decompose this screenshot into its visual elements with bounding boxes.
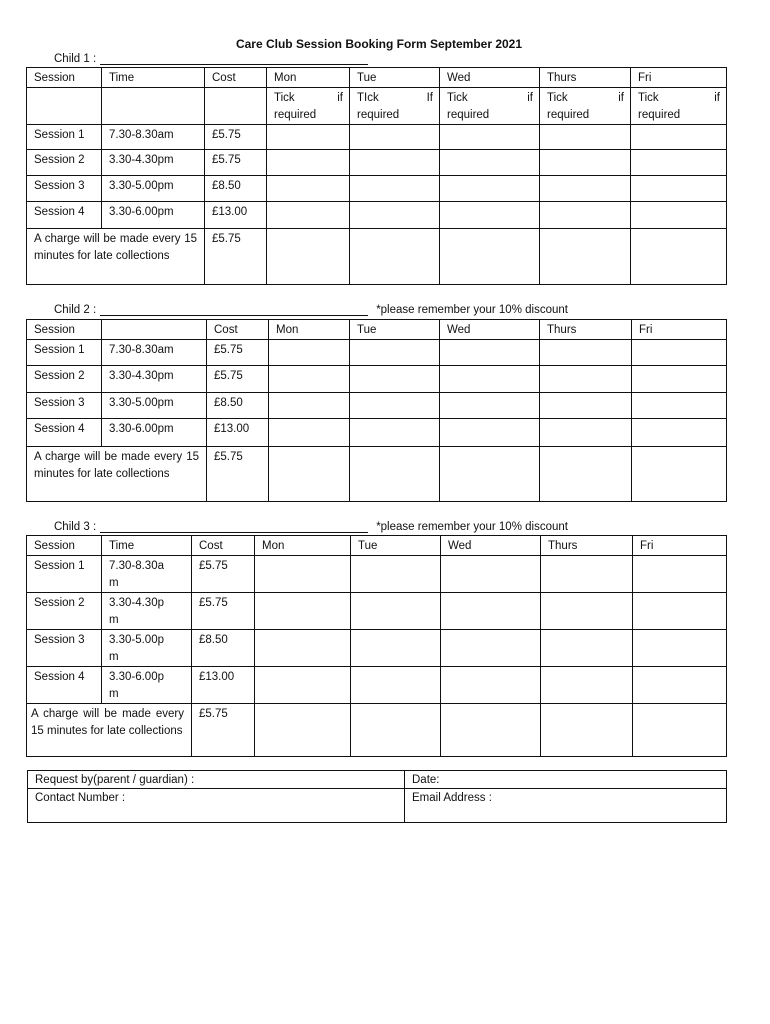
session-time: 3.30-4.30pm bbox=[102, 150, 205, 176]
booking-cell-mon[interactable] bbox=[267, 229, 350, 285]
tick-note-tue: TIck If required bbox=[350, 88, 440, 125]
booking-cell-fri[interactable] bbox=[632, 447, 727, 502]
booking-cell-tue[interactable] bbox=[350, 419, 440, 447]
session-label: Session 1 bbox=[27, 340, 102, 366]
empty-cell bbox=[102, 88, 205, 125]
booking-cell-mon[interactable] bbox=[255, 593, 351, 630]
child-1-name-field[interactable] bbox=[100, 52, 368, 65]
session-label: Session 4 bbox=[27, 202, 102, 229]
header-time bbox=[102, 320, 207, 340]
session-label: Session 4 bbox=[27, 419, 102, 447]
session-time: 3.30-4.30pm bbox=[102, 366, 207, 393]
table-row bbox=[27, 593, 727, 630]
booking-cell-mon[interactable] bbox=[267, 176, 350, 202]
booking-cell-fri[interactable] bbox=[631, 229, 727, 285]
empty-cell bbox=[27, 88, 102, 125]
session-cost: £5.75 bbox=[207, 340, 269, 366]
session-cost: £13.00 bbox=[205, 202, 267, 229]
booking-cell-thurs[interactable] bbox=[540, 340, 632, 366]
booking-cell-thurs[interactable] bbox=[540, 229, 631, 285]
booking-cell-mon[interactable] bbox=[267, 125, 350, 150]
late-collection-row bbox=[27, 704, 727, 757]
child-2-label: Child 2 : bbox=[54, 304, 97, 316]
header-wed: Wed bbox=[441, 536, 541, 556]
table-header-row bbox=[27, 536, 727, 556]
booking-cell-thurs[interactable] bbox=[540, 125, 631, 150]
header-time: Time bbox=[102, 68, 205, 88]
header-session: Session bbox=[27, 320, 102, 340]
booking-cell-fri[interactable] bbox=[631, 150, 727, 176]
booking-cell-thurs[interactable] bbox=[541, 593, 633, 630]
contact-number-field[interactable]: Contact Number : bbox=[28, 789, 405, 823]
booking-cell-wed[interactable] bbox=[440, 419, 540, 447]
booking-cell-tue[interactable] bbox=[350, 229, 440, 285]
session-time: 7.30-8.30a m bbox=[102, 556, 192, 593]
booking-cell-thurs[interactable] bbox=[540, 419, 632, 447]
session-label: Session 2 bbox=[27, 366, 102, 393]
table-row bbox=[27, 125, 727, 150]
session-label: Session 3 bbox=[27, 630, 102, 667]
booking-cell-mon[interactable] bbox=[267, 202, 350, 229]
header-fri: Fri bbox=[633, 536, 727, 556]
booking-cell-tue[interactable] bbox=[350, 125, 440, 150]
request-by-field[interactable]: Request by(parent / guardian) : bbox=[28, 771, 405, 789]
booking-cell-fri[interactable] bbox=[633, 704, 727, 757]
empty-cell bbox=[205, 88, 267, 125]
late-collection-cost: £5.75 bbox=[207, 447, 269, 502]
booking-cell-thurs[interactable] bbox=[540, 150, 631, 176]
child-3-booking-table bbox=[26, 535, 727, 757]
tick-note-wed: Tick if required bbox=[440, 88, 540, 125]
table-header-row bbox=[27, 68, 727, 88]
header-mon: Mon bbox=[255, 536, 351, 556]
child-2-name-line bbox=[54, 303, 568, 316]
session-label: Session 1 bbox=[27, 556, 102, 593]
header-thurs: Thurs bbox=[540, 320, 632, 340]
child-3-label: Child 3 : bbox=[54, 521, 97, 533]
booking-cell-fri[interactable] bbox=[632, 419, 727, 447]
header-session: Session bbox=[27, 536, 102, 556]
session-cost: £13.00 bbox=[207, 419, 269, 447]
booking-cell-wed[interactable] bbox=[440, 125, 540, 150]
table-row bbox=[27, 150, 727, 176]
session-time: 3.30-5.00p m bbox=[102, 630, 192, 667]
booking-cell-tue[interactable] bbox=[350, 202, 440, 229]
late-collection-note: A charge will be made every 15 minutes for late collections bbox=[27, 447, 207, 502]
table-row bbox=[27, 630, 727, 667]
booking-cell-thurs[interactable] bbox=[540, 393, 632, 419]
session-time: 3.30-4.30p m bbox=[102, 593, 192, 630]
booking-cell-thurs[interactable] bbox=[540, 176, 631, 202]
table-row bbox=[27, 667, 727, 704]
session-label: Session 3 bbox=[27, 176, 102, 202]
form-title: Care Club Session Booking Form September 2021 bbox=[235, 37, 523, 51]
booking-cell-tue[interactable] bbox=[351, 704, 441, 757]
booking-cell-tue[interactable] bbox=[350, 366, 440, 393]
header-tue: Tue bbox=[351, 536, 441, 556]
booking-cell-fri[interactable] bbox=[631, 176, 727, 202]
table-row bbox=[27, 366, 727, 393]
header-tue: Tue bbox=[350, 320, 440, 340]
booking-cell-fri[interactable] bbox=[632, 366, 727, 393]
booking-cell-wed[interactable] bbox=[441, 630, 541, 667]
late-collection-cost: £5.75 bbox=[205, 229, 267, 285]
session-label: Session 1 bbox=[27, 125, 102, 150]
table-row bbox=[27, 202, 727, 229]
booking-cell-tue[interactable] bbox=[351, 667, 441, 704]
email-address-field[interactable]: Email Address : bbox=[405, 789, 727, 823]
booking-cell-thurs[interactable] bbox=[541, 704, 633, 757]
header-fri: Fri bbox=[632, 320, 727, 340]
booking-cell-mon[interactable] bbox=[267, 150, 350, 176]
session-time: 7.30-8.30am bbox=[102, 125, 205, 150]
booking-cell-tue[interactable] bbox=[351, 630, 441, 667]
booking-cell-fri[interactable] bbox=[633, 593, 727, 630]
booking-cell-wed[interactable] bbox=[441, 704, 541, 757]
late-collection-note: A charge will be made every 15 minutes for late collections bbox=[27, 704, 192, 757]
header-cost: Cost bbox=[205, 68, 267, 88]
booking-cell-thurs[interactable] bbox=[540, 447, 632, 502]
booking-cell-fri[interactable] bbox=[631, 125, 727, 150]
booking-cell-wed[interactable] bbox=[441, 667, 541, 704]
booking-cell-wed[interactable] bbox=[441, 556, 541, 593]
booking-cell-fri[interactable] bbox=[632, 393, 727, 419]
session-cost: £8.50 bbox=[205, 176, 267, 202]
booking-cell-mon[interactable] bbox=[269, 447, 350, 502]
child-3-name-field[interactable] bbox=[100, 520, 368, 533]
late-collection-row bbox=[27, 229, 727, 285]
table-row bbox=[27, 556, 727, 593]
session-cost: £5.75 bbox=[192, 593, 255, 630]
child-2-booking-table bbox=[26, 319, 727, 502]
booking-cell-wed[interactable] bbox=[440, 150, 540, 176]
header-wed: Wed bbox=[440, 68, 540, 88]
header-thurs: Thurs bbox=[541, 536, 633, 556]
session-cost: £5.75 bbox=[207, 366, 269, 393]
session-cost: £8.50 bbox=[207, 393, 269, 419]
booking-cell-mon[interactable] bbox=[255, 704, 351, 757]
header-tue: Tue bbox=[350, 68, 440, 88]
table-header-row bbox=[27, 320, 727, 340]
booking-cell-tue[interactable] bbox=[351, 556, 441, 593]
late-collection-row bbox=[27, 447, 727, 502]
booking-cell-mon[interactable] bbox=[269, 366, 350, 393]
booking-cell-tue[interactable] bbox=[350, 340, 440, 366]
session-label: Session 3 bbox=[27, 393, 102, 419]
child-1-name-line bbox=[54, 52, 368, 65]
session-label: Session 2 bbox=[27, 593, 102, 630]
session-cost: £5.75 bbox=[192, 556, 255, 593]
table-row bbox=[27, 340, 727, 366]
session-cost: £5.75 bbox=[205, 150, 267, 176]
header-mon: Mon bbox=[269, 320, 350, 340]
session-cost: £5.75 bbox=[205, 125, 267, 150]
child-3-name-line bbox=[54, 520, 568, 533]
table-row bbox=[27, 419, 727, 447]
late-collection-cost: £5.75 bbox=[192, 704, 255, 757]
booking-cell-thurs[interactable] bbox=[541, 556, 633, 593]
booking-cell-tue[interactable] bbox=[350, 393, 440, 419]
discount-note: *please remember your 10% discount bbox=[376, 304, 568, 316]
contact-details-table bbox=[27, 770, 727, 823]
session-time: 3.30-5.00pm bbox=[102, 176, 205, 202]
booking-cell-thurs[interactable] bbox=[540, 366, 632, 393]
booking-cell-mon[interactable] bbox=[255, 667, 351, 704]
booking-cell-fri[interactable] bbox=[633, 556, 727, 593]
booking-cell-mon[interactable] bbox=[269, 419, 350, 447]
session-cost: £13.00 bbox=[192, 667, 255, 704]
header-wed: Wed bbox=[440, 320, 540, 340]
booking-cell-mon[interactable] bbox=[255, 556, 351, 593]
header-fri: Fri bbox=[631, 68, 727, 88]
child-2-name-field[interactable] bbox=[100, 303, 368, 316]
booking-cell-tue[interactable] bbox=[350, 150, 440, 176]
tick-note-thurs: Tick if required bbox=[540, 88, 631, 125]
tick-note-fri: Tick if required bbox=[631, 88, 727, 125]
booking-cell-mon[interactable] bbox=[255, 630, 351, 667]
booking-cell-tue[interactable] bbox=[350, 176, 440, 202]
session-time: 3.30-6.00p m bbox=[102, 667, 192, 704]
booking-cell-mon[interactable] bbox=[269, 340, 350, 366]
booking-cell-fri[interactable] bbox=[633, 667, 727, 704]
booking-cell-tue[interactable] bbox=[350, 447, 440, 502]
booking-cell-wed[interactable] bbox=[440, 393, 540, 419]
booking-cell-wed[interactable] bbox=[440, 229, 540, 285]
session-time: 3.30-6.00pm bbox=[102, 419, 207, 447]
late-collection-note: A charge will be made every 15 minutes for late collections bbox=[27, 229, 205, 285]
session-label: Session 4 bbox=[27, 667, 102, 704]
session-label: Session 2 bbox=[27, 150, 102, 176]
header-time: Time bbox=[102, 536, 192, 556]
table-row bbox=[27, 393, 727, 419]
child-1-label: Child 1 : bbox=[54, 53, 97, 65]
header-mon: Mon bbox=[267, 68, 350, 88]
header-cost: Cost bbox=[207, 320, 269, 340]
child-1-booking-table bbox=[26, 67, 727, 285]
session-cost: £8.50 bbox=[192, 630, 255, 667]
booking-cell-thurs[interactable] bbox=[541, 667, 633, 704]
session-time: 3.30-6.00pm bbox=[102, 202, 205, 229]
booking-cell-wed[interactable] bbox=[440, 202, 540, 229]
booking-cell-tue[interactable] bbox=[351, 593, 441, 630]
booking-cell-wed[interactable] bbox=[441, 593, 541, 630]
booking-cell-wed[interactable] bbox=[440, 340, 540, 366]
tick-note-mon: Tick if required bbox=[267, 88, 350, 125]
discount-note: *please remember your 10% discount bbox=[376, 521, 568, 533]
booking-cell-fri[interactable] bbox=[632, 340, 727, 366]
header-cost: Cost bbox=[192, 536, 255, 556]
booking-cell-wed[interactable] bbox=[440, 447, 540, 502]
booking-cell-thurs[interactable] bbox=[541, 630, 633, 667]
session-time: 3.30-5.00pm bbox=[102, 393, 207, 419]
booking-cell-mon[interactable] bbox=[269, 393, 350, 419]
table-row bbox=[27, 176, 727, 202]
date-field[interactable]: Date: bbox=[405, 771, 727, 789]
booking-cell-wed[interactable] bbox=[440, 176, 540, 202]
header-session: Session bbox=[27, 68, 102, 88]
tick-instruction-row bbox=[27, 88, 727, 125]
booking-cell-thurs[interactable] bbox=[540, 202, 631, 229]
booking-cell-wed[interactable] bbox=[440, 366, 540, 393]
booking-cell-fri[interactable] bbox=[631, 202, 727, 229]
header-thurs: Thurs bbox=[540, 68, 631, 88]
booking-cell-fri[interactable] bbox=[633, 630, 727, 667]
session-time: 7.30-8.30am bbox=[102, 340, 207, 366]
